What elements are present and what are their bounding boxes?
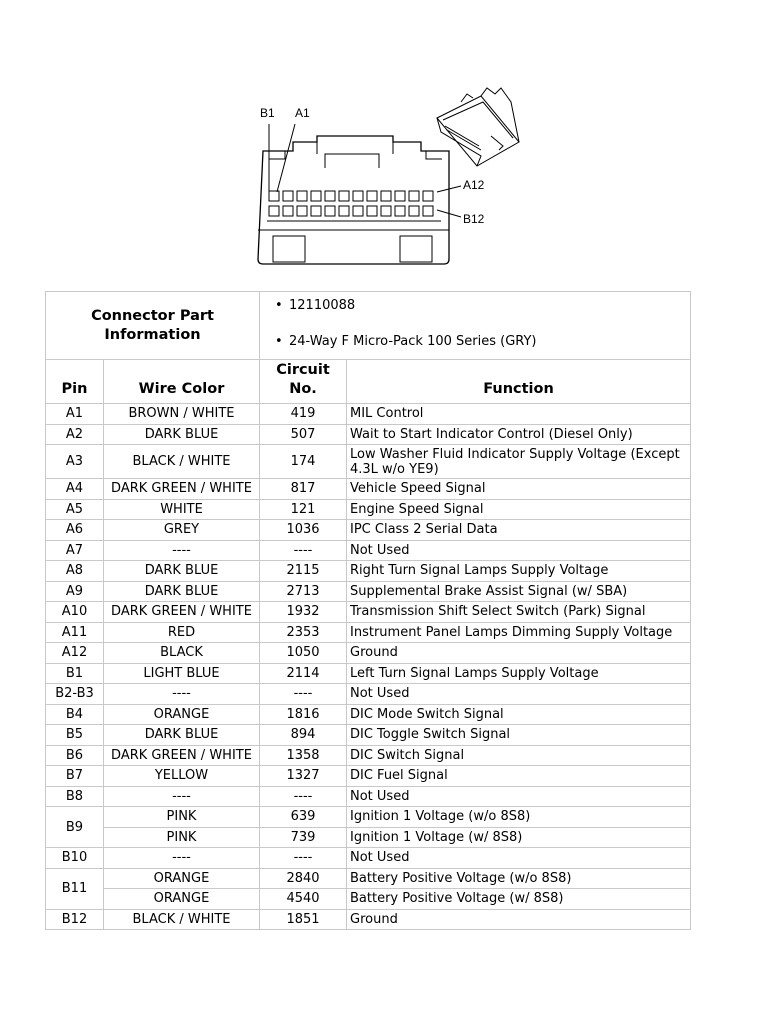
pin-cell: B9 — [46, 807, 104, 848]
table-row — [46, 581, 691, 602]
circuit-cell: 2114 — [260, 663, 347, 684]
pin-cell: B2-B3 — [46, 684, 104, 705]
header-circuit-no: Circuit No. — [260, 360, 347, 404]
connector-part-heading: Connector Part Information — [46, 292, 260, 360]
circuit-cell: 2713 — [260, 581, 347, 602]
wire-color-cell: PINK — [104, 807, 260, 828]
function-cell: Ground — [347, 909, 691, 930]
function-cell: Not Used — [347, 848, 691, 869]
function-cell: DIC Switch Signal — [347, 745, 691, 766]
table-row — [46, 827, 691, 848]
table-row — [46, 725, 691, 746]
wire-color-cell: ---- — [104, 786, 260, 807]
wire-color-cell: WHITE — [104, 499, 260, 520]
pin-cell: B5 — [46, 725, 104, 746]
table-row — [46, 868, 691, 889]
pin-cavity — [339, 206, 349, 216]
circuit-cell: 1851 — [260, 909, 347, 930]
function-cell: Not Used — [347, 684, 691, 705]
circuit-cell: ---- — [260, 540, 347, 561]
function-cell: Wait to Start Indicator Control (Diesel Only) — [347, 424, 691, 445]
pin-cavity — [381, 191, 391, 201]
circuit-cell: 2840 — [260, 868, 347, 889]
table-row — [46, 540, 691, 561]
wire-color-cell: YELLOW — [104, 766, 260, 787]
circuit-cell: 894 — [260, 725, 347, 746]
table-row — [46, 786, 691, 807]
circuit-cell: 739 — [260, 827, 347, 848]
function-cell: Battery Positive Voltage (w/o 8S8) — [347, 868, 691, 889]
function-cell: Not Used — [347, 786, 691, 807]
pin-cavity — [311, 191, 321, 201]
pin-cell: A1 — [46, 404, 104, 425]
label-a12: A12 — [463, 178, 485, 192]
wire-color-cell: PINK — [104, 827, 260, 848]
pin-cavities — [269, 191, 433, 216]
table-row — [46, 643, 691, 664]
pin-cavity — [409, 206, 419, 216]
wire-color-cell: BLACK / WHITE — [104, 445, 260, 479]
connector-part-list-cell — [260, 292, 691, 360]
wire-color-cell: BLACK / WHITE — [104, 909, 260, 930]
function-cell: Transmission Shift Select Switch (Park) Signal — [347, 602, 691, 623]
connector-diagram — [229, 84, 533, 278]
wire-color-cell: ---- — [104, 684, 260, 705]
wire-color-cell: RED — [104, 622, 260, 643]
label-b1: B1 — [260, 106, 275, 120]
header-wire-color: Wire Color — [104, 360, 260, 404]
function-cell: Right Turn Signal Lamps Supply Voltage — [347, 561, 691, 582]
pin-cavity — [381, 206, 391, 216]
wire-color-cell: DARK GREEN / WHITE — [104, 602, 260, 623]
pin-cell: A7 — [46, 540, 104, 561]
circuit-cell: 419 — [260, 404, 347, 425]
table-row — [46, 445, 691, 479]
connector-face-drawing — [229, 84, 533, 278]
pin-cavity — [339, 191, 349, 201]
circuit-cell: ---- — [260, 684, 347, 705]
pin-cavity — [353, 191, 363, 201]
pin-cell: B10 — [46, 848, 104, 869]
function-cell: Ignition 1 Voltage (w/o 8S8) — [347, 807, 691, 828]
pin-cavity — [311, 206, 321, 216]
wire-color-cell: ORANGE — [104, 868, 260, 889]
table-row — [46, 424, 691, 445]
table-row — [46, 561, 691, 582]
function-cell: Instrument Panel Lamps Dimming Supply Voltage — [347, 622, 691, 643]
wire-color-cell: BROWN / WHITE — [104, 404, 260, 425]
header-pin: Pin — [46, 360, 104, 404]
function-cell: Left Turn Signal Lamps Supply Voltage — [347, 663, 691, 684]
circuit-cell: 1932 — [260, 602, 347, 623]
function-cell: DIC Toggle Switch Signal — [347, 725, 691, 746]
function-cell: DIC Mode Switch Signal — [347, 704, 691, 725]
circuit-cell: 2115 — [260, 561, 347, 582]
pin-cell: A11 — [46, 622, 104, 643]
circuit-cell: ---- — [260, 786, 347, 807]
wire-color-cell: DARK BLUE — [104, 561, 260, 582]
pin-cavity — [409, 191, 419, 201]
function-cell: DIC Fuel Signal — [347, 766, 691, 787]
pin-cell: A12 — [46, 643, 104, 664]
table-row — [46, 663, 691, 684]
table-row — [46, 622, 691, 643]
wire-color-cell: ---- — [104, 540, 260, 561]
circuit-cell: 1036 — [260, 520, 347, 541]
connector-info-row — [46, 292, 691, 360]
function-cell: Battery Positive Voltage (w/ 8S8) — [347, 889, 691, 910]
wire-color-cell: ORANGE — [104, 704, 260, 725]
table-row — [46, 479, 691, 500]
part-number: • 12110088 — [289, 298, 687, 313]
table-row — [46, 684, 691, 705]
pin-cavity — [297, 191, 307, 201]
function-cell: Ignition 1 Voltage (w/ 8S8) — [347, 827, 691, 848]
pin-cavity — [325, 206, 335, 216]
pin-cell: A6 — [46, 520, 104, 541]
circuit-cell: 639 — [260, 807, 347, 828]
circuit-cell: 4540 — [260, 889, 347, 910]
circuit-cell: 507 — [260, 424, 347, 445]
circuit-cell: 1327 — [260, 766, 347, 787]
pin-cell: A3 — [46, 445, 104, 479]
circuit-cell: 2353 — [260, 622, 347, 643]
pin-cavity — [367, 206, 377, 216]
circuit-cell: ---- — [260, 848, 347, 869]
pin-cavity — [367, 191, 377, 201]
circuit-cell: 817 — [260, 479, 347, 500]
pin-cell: A8 — [46, 561, 104, 582]
pin-cell: A2 — [46, 424, 104, 445]
function-cell: Engine Speed Signal — [347, 499, 691, 520]
table-row — [46, 499, 691, 520]
wire-color-cell: BLACK — [104, 643, 260, 664]
table-row — [46, 807, 691, 828]
circuit-cell: 121 — [260, 499, 347, 520]
wire-color-cell: DARK BLUE — [104, 424, 260, 445]
pin-cell: A9 — [46, 581, 104, 602]
pin-cavity — [283, 206, 293, 216]
pin-cavity — [297, 206, 307, 216]
pin-cell: B7 — [46, 766, 104, 787]
header-function: Function — [347, 360, 691, 404]
pin-cavity — [395, 206, 405, 216]
function-cell: Supplemental Brake Assist Signal (w/ SBA) — [347, 581, 691, 602]
label-b12: B12 — [463, 212, 485, 226]
pin-cell: B1 — [46, 663, 104, 684]
function-cell: Not Used — [347, 540, 691, 561]
circuit-cell: 1816 — [260, 704, 347, 725]
pinout-table — [45, 291, 691, 930]
function-cell: IPC Class 2 Serial Data — [347, 520, 691, 541]
function-cell: Low Washer Fluid Indicator Supply Voltage (Except 4.3L w/o YE9) — [347, 445, 691, 479]
table-row — [46, 909, 691, 930]
table-row — [46, 745, 691, 766]
table-row — [46, 520, 691, 541]
pin-cell: A5 — [46, 499, 104, 520]
circuit-cell: 174 — [260, 445, 347, 479]
table-row — [46, 704, 691, 725]
pin-cell: A10 — [46, 602, 104, 623]
pin-cell: B6 — [46, 745, 104, 766]
table-row — [46, 404, 691, 425]
pin-cell: B11 — [46, 868, 104, 909]
wire-color-cell: LIGHT BLUE — [104, 663, 260, 684]
pin-cavity — [269, 191, 279, 201]
table-row — [46, 848, 691, 869]
table-row — [46, 766, 691, 787]
wire-color-cell: GREY — [104, 520, 260, 541]
pin-cavity — [353, 206, 363, 216]
pin-cell: A4 — [46, 479, 104, 500]
function-cell: MIL Control — [347, 404, 691, 425]
pin-cell: B12 — [46, 909, 104, 930]
pin-cell: B8 — [46, 786, 104, 807]
circuit-cell: 1358 — [260, 745, 347, 766]
pin-cavity — [423, 191, 433, 201]
pin-cavity — [423, 206, 433, 216]
circuit-cell: 1050 — [260, 643, 347, 664]
function-cell: Vehicle Speed Signal — [347, 479, 691, 500]
wire-color-cell: DARK GREEN / WHITE — [104, 479, 260, 500]
part-description: • 24-Way F Micro-Pack 100 Series (GRY) — [289, 334, 687, 349]
function-cell: Ground — [347, 643, 691, 664]
pin-cavity — [395, 191, 405, 201]
wire-color-cell: DARK GREEN / WHITE — [104, 745, 260, 766]
table-row — [46, 602, 691, 623]
pin-cavity — [269, 206, 279, 216]
pin-cavity — [325, 191, 335, 201]
column-header-row — [46, 360, 691, 404]
part-number-list — [263, 298, 687, 349]
pin-cell: B4 — [46, 704, 104, 725]
wire-color-cell: DARK BLUE — [104, 581, 260, 602]
wire-color-cell: ---- — [104, 848, 260, 869]
wire-color-cell: DARK BLUE — [104, 725, 260, 746]
wire-color-cell: ORANGE — [104, 889, 260, 910]
table-row — [46, 889, 691, 910]
label-a1: A1 — [295, 106, 310, 120]
pin-cavity — [283, 191, 293, 201]
